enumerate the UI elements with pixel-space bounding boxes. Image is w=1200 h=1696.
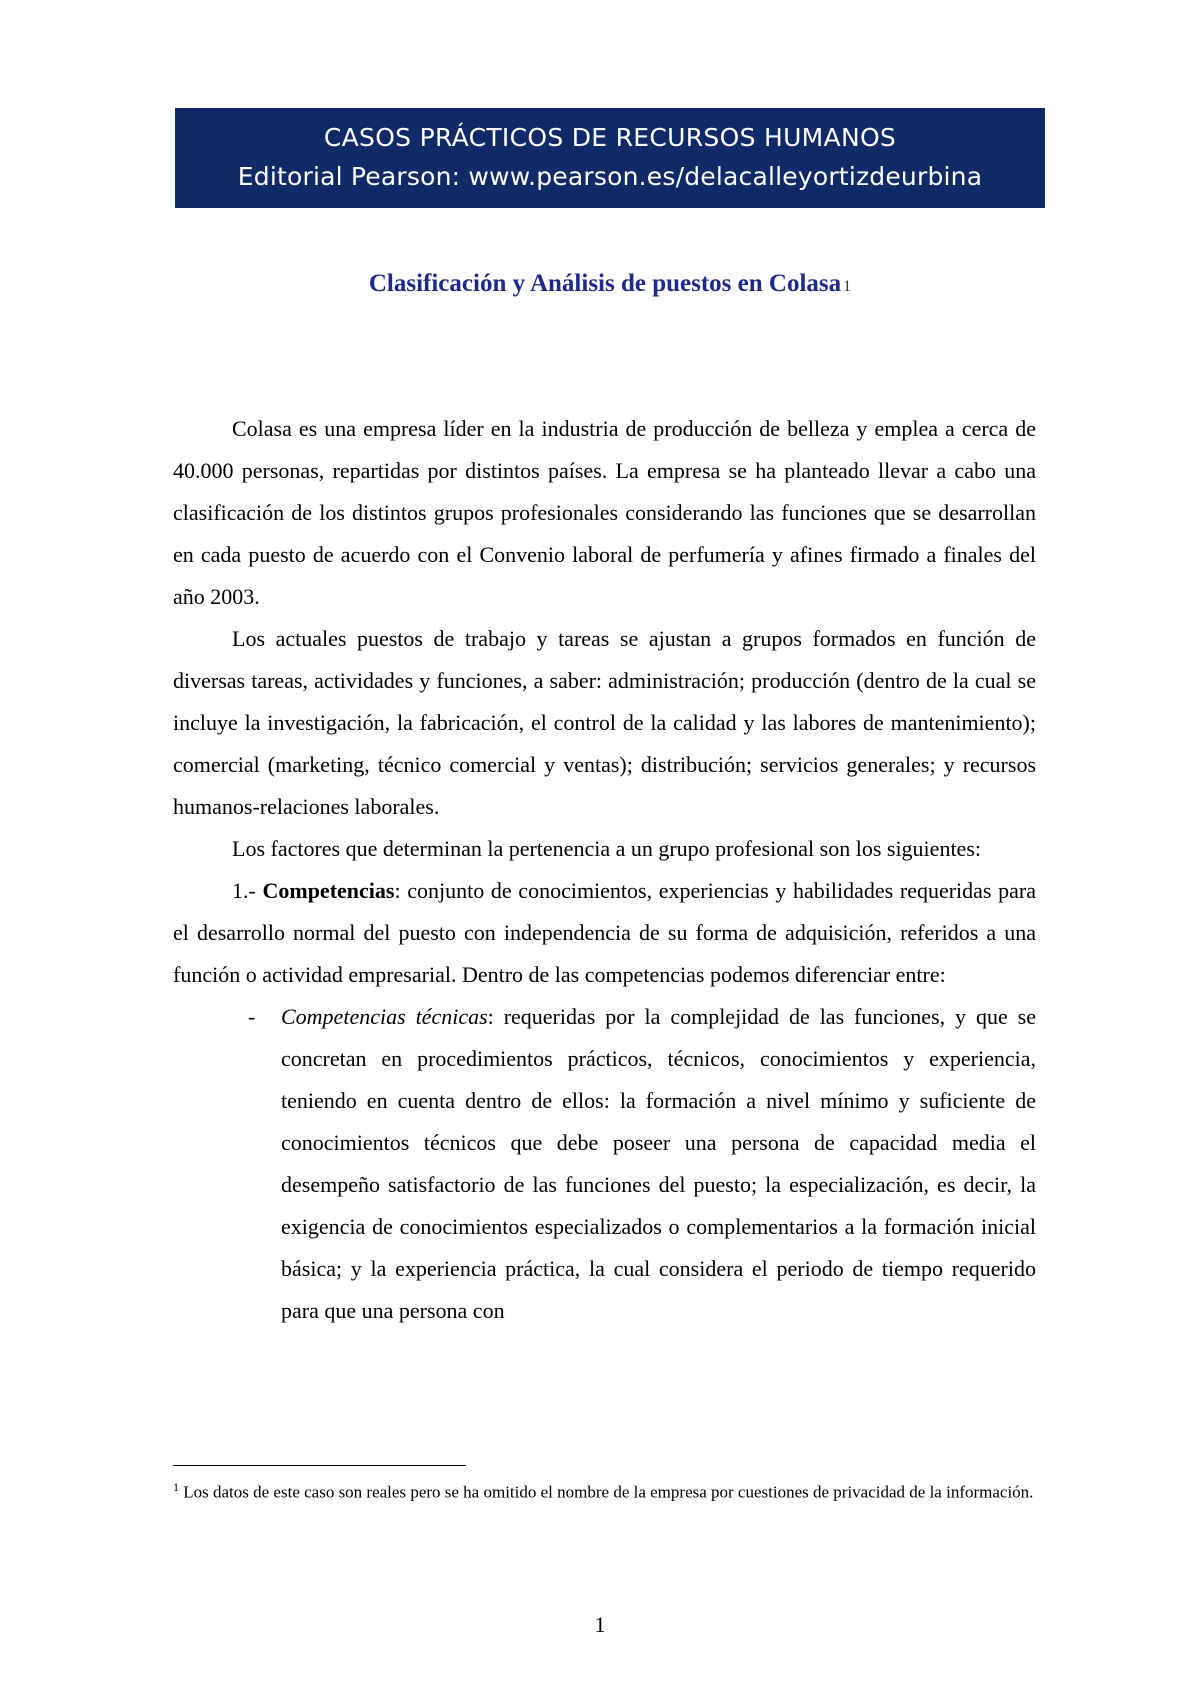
footnote-separator (173, 1465, 466, 1466)
item-term: Competencias (262, 878, 395, 903)
document-body (173, 408, 1036, 1332)
bullet-term: Competencias técnicas (281, 1004, 488, 1029)
bullet-competencias-tecnicas (248, 996, 1036, 1332)
title-text: Clasificación y Análisis de puestos en Colasa (368, 270, 842, 297)
footnote-mark: 1 (173, 1480, 179, 1494)
item-number: 1.- (232, 878, 256, 903)
document-title (175, 270, 1045, 298)
header-banner (175, 108, 1045, 208)
page-number: 1 (594, 1612, 606, 1637)
bullet-text (281, 996, 1036, 1332)
banner-publisher: Editorial Pearson: www.pearson.es/delacalleyortizdeurbina (237, 162, 983, 191)
item-text: : conjunto de conocimientos, experiencias y habilidades requeridas para el desarrollo normal del puesto con independencia de su forma de adquisición, referidos a una función o actividad empresarial. Dentro de las competencias podemos diferenciar entre: (173, 878, 1036, 987)
bullet-body: : requeridas por la complejidad de las funciones, y que se concretan en procedimientos prácticos, técnicos, conocimientos y experiencia, teniendo en cuenta dentro de ellos: la formación a nivel mínimo y suficiente de conocimientos técnicos que debe poseer una persona de capacidad media el desempeño satisfactorio de las funciones del puesto; la especialización, es decir, la exigencia de conocimientos especializados o complementarios a la formación inicial básica; y la experiencia práctica, la cual considera el periodo de tiempo requerido para que una persona con (281, 1004, 1036, 1323)
paragraph-3: Los factores que determinan la pertenencia a un grupo profesional son los siguientes: (232, 836, 981, 861)
paragraph-1: Colasa es una empresa líder en la industria de producción de belleza y emplea a cerca de 40.000 personas, repartidas por distintos países. La empresa se ha planteado llevar a cabo una clasificación de los distintos grupos profesionales considerando las funciones que se desarrollan en cada puesto de acuerdo con el Convenio laboral de perfumería y afines firmado a finales del año 2003. (173, 416, 1036, 609)
paragraph-2: Los actuales puestos de trabajo y tareas se ajustan a grupos formados en función de diversas tareas, actividades y funciones, a saber: administración; producción (dentro de la cual se incluye la investigación, la fabricación, el control de la calidad y las labores de mantenimiento); comercial (marketing, técnico comercial y ventas); distribución; servicios generales; y recursos humanos-relaciones laborales. (173, 626, 1036, 819)
banner-title: CASOS PRÁCTICOS DE RECURSOS HUMANOS (323, 123, 897, 152)
bullet-dash: - (248, 1004, 256, 1029)
footnote-text: Los datos de este caso son reales pero se ha omitido el nombre de la empresa por cuestiones de privacidad de la información. (179, 1482, 1034, 1502)
paragraph-competencias (173, 870, 1036, 996)
footnote (173, 1474, 1036, 1506)
title-footnote-mark: 1 (843, 278, 852, 295)
